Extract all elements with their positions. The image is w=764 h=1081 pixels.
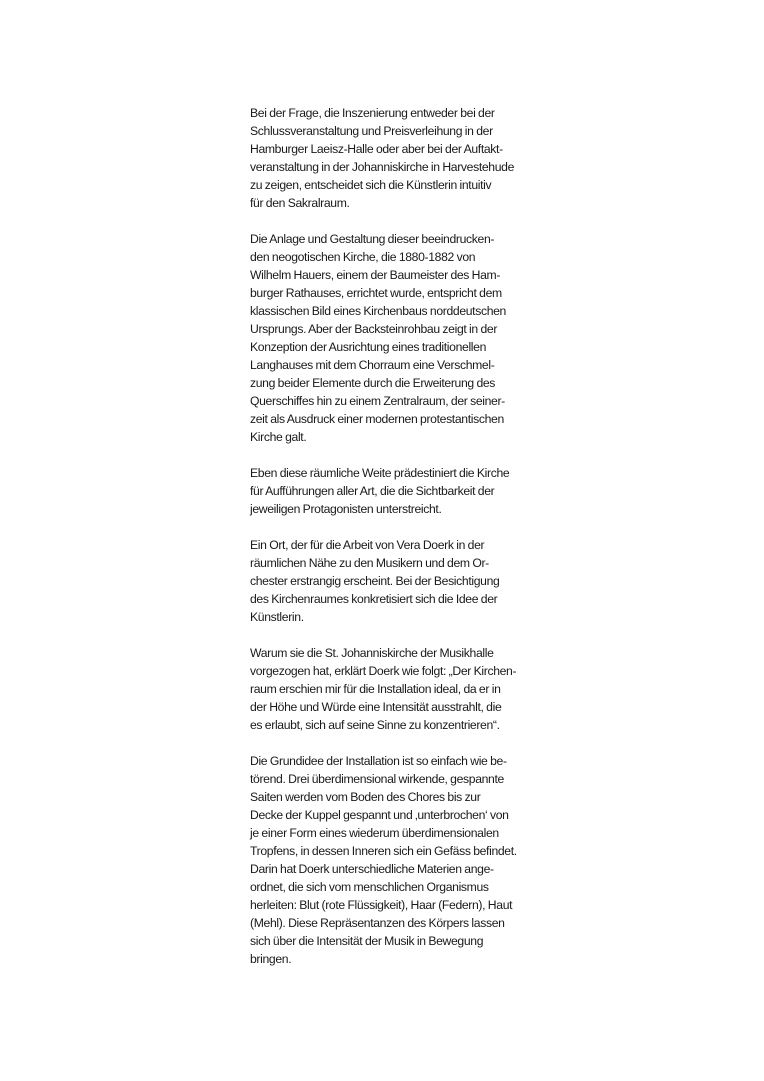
text-line: zu zeigen, entscheidet sich die Künstlerin intuitiv <box>250 178 492 192</box>
paragraph-5 <box>250 644 530 734</box>
text-line: den neogotischen Kirche, die 1880-1882 von <box>250 250 476 264</box>
text-line: Schlussveranstaltung und Preisverleihung in der <box>250 124 493 138</box>
text-line: törend. Drei überdimensional wirkende, gespannte <box>250 772 504 786</box>
text-line: Tropfens, in dessen Inneren sich ein Gefäss befindet. <box>250 844 517 858</box>
text-line: Ein Ort, der für die Arbeit von Vera Doerk in der <box>250 538 485 552</box>
text-line: je einer Form eines wiederum überdimensionalen <box>250 826 499 840</box>
text-line: Hamburger Laeisz-Halle oder aber bei der Auftakt- <box>250 142 503 156</box>
text-line: Decke der Kuppel gespannt und ‚unterbrochen‘ von <box>250 808 509 822</box>
text-line: veranstaltung in der Johanniskirche in Harvestehude <box>250 160 515 174</box>
text-line: Die Grundidee der Installation ist so einfach wie be- <box>250 754 507 768</box>
paragraph-4 <box>250 536 530 626</box>
text-line: Bei der Frage, die Inszenierung entweder bei der <box>250 106 495 120</box>
text-line: zeit als Ausdruck einer modernen protestantischen <box>250 412 504 426</box>
text-line: (Mehl). Diese Repräsentanzen des Körpers lassen <box>250 916 505 930</box>
text-line: Wilhelm Hauers, einem der Baumeister des Ham- <box>250 268 501 282</box>
text-column <box>250 104 530 986</box>
text-line: Warum sie die St. Johanniskirche der Musikhalle <box>250 646 494 660</box>
text-line: Konzeption der Ausrichtung eines traditionellen <box>250 340 487 354</box>
text-line: herleiten: Blut (rote Flüssigkeit), Haar (Federn), Haut <box>250 898 513 912</box>
text-line: klassischen Bild eines Kirchenbaus norddeutschen <box>250 304 506 318</box>
text-line: raum erschien mir für die Installation ideal, da er in <box>250 682 501 696</box>
text-line: Ursprungs. Aber der Backsteinrohbau zeigt in der <box>250 322 498 336</box>
text-line: Künstlerin. <box>250 610 304 624</box>
text-line: Kirche galt. <box>250 430 307 444</box>
text-line: der Höhe und Würde eine Intensität ausstrahlt, die <box>250 700 502 714</box>
text-line: des Kirchenraumes konkretisiert sich die Idee der <box>250 592 498 606</box>
text-line: für Aufführungen aller Art, die die Sichtbarkeit der <box>250 484 495 498</box>
text-line: chester erstrangig erscheint. Bei der Besichtigung <box>250 574 500 588</box>
text-line: räumlichen Nähe zu den Musikern und dem Or- <box>250 556 489 570</box>
paragraph-6 <box>250 752 530 968</box>
paragraph-2 <box>250 230 530 446</box>
text-line: sich über die Intensität der Musik in Bewegung <box>250 934 484 948</box>
text-line: bringen. <box>250 952 292 966</box>
text-line: Saiten werden vom Boden des Chores bis zur <box>250 790 481 804</box>
text-line: Querschiffes hin zu einem Zentralraum, der seiner- <box>250 394 505 408</box>
text-line: es erlaubt, sich auf seine Sinne zu konzentrieren“. <box>250 718 500 732</box>
text-line: Darin hat Doerk unterschiedliche Materien ange- <box>250 862 494 876</box>
text-line: Eben diese räumliche Weite prädestiniert die Kirche <box>250 466 510 480</box>
text-line: burger Rathauses, errichtet wurde, entspricht dem <box>250 286 502 300</box>
text-line: jeweiligen Protagonisten unterstreicht. <box>250 502 442 516</box>
text-line: Langhauses mit dem Chorraum eine Verschmel- <box>250 358 495 372</box>
paragraph-1 <box>250 104 530 212</box>
text-line: für den Sakralraum. <box>250 196 350 210</box>
text-line: Die Anlage und Gestaltung dieser beeindrucken- <box>250 232 495 246</box>
text-line: vorgezogen hat, erklärt Doerk wie folgt: „Der Kirchen- <box>250 664 517 678</box>
text-line: ordnet, die sich vom menschlichen Organismus <box>250 880 489 894</box>
text-line: zung beider Elemente durch die Erweiterung des <box>250 376 496 390</box>
paragraph-3 <box>250 464 530 518</box>
